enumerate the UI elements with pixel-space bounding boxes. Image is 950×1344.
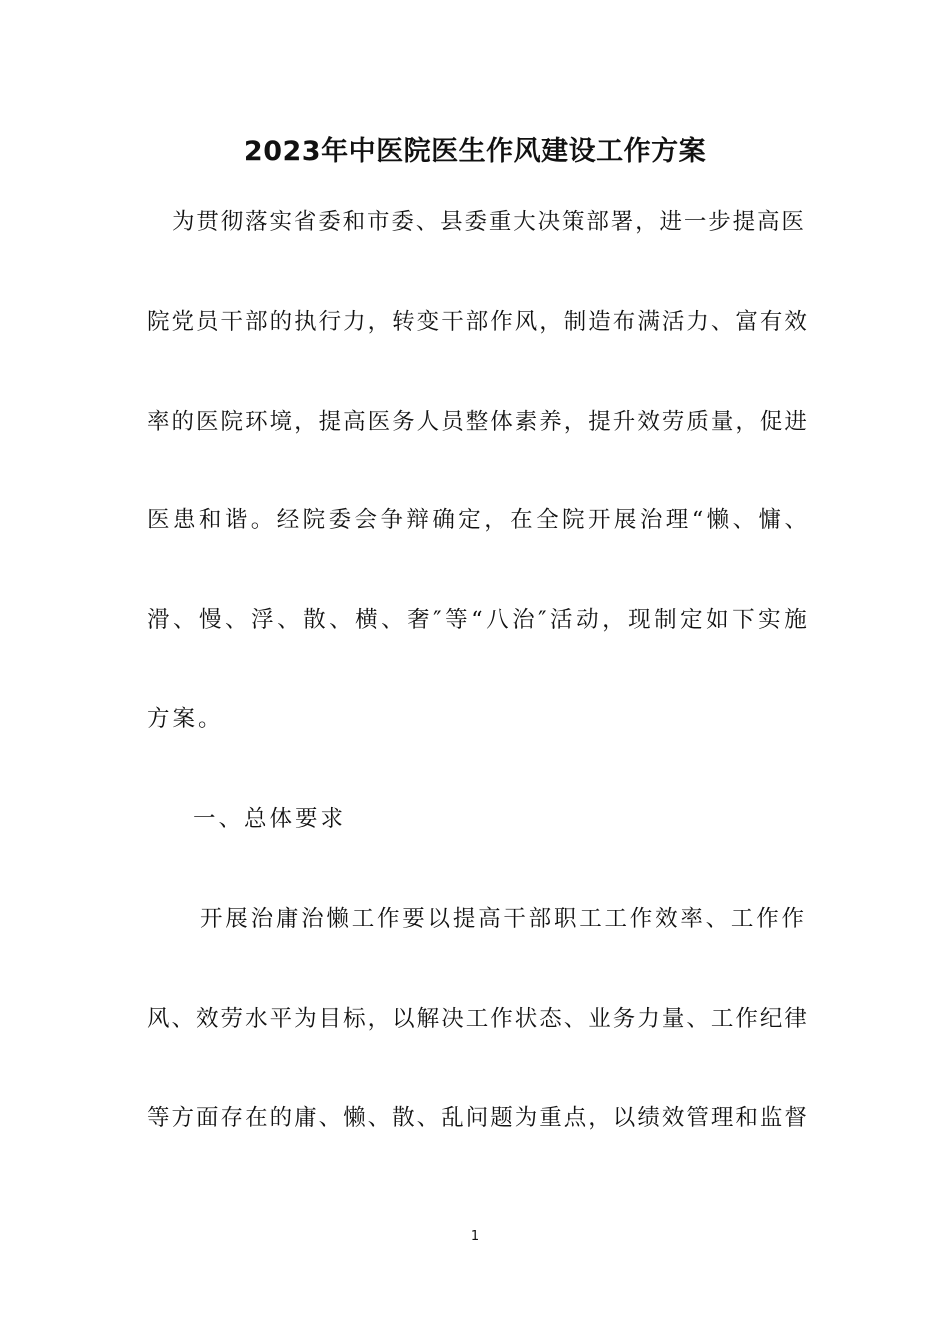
glyph: 滑 (147, 607, 170, 633)
glyph: 定 (458, 507, 481, 533)
glyph: 题 (490, 1105, 513, 1131)
glyph: 状 (514, 1006, 538, 1032)
glyph: 质 (686, 409, 709, 435)
glyph: 以 (392, 1006, 415, 1032)
glyph: 在 (245, 1105, 268, 1131)
glyph: 、 (171, 1006, 195, 1032)
glyph: 作 (490, 1006, 513, 1032)
paragraph-line (147, 405, 807, 439)
glyph: 庸 (294, 1105, 317, 1131)
paragraph-line (200, 902, 804, 936)
glyph: 散 (392, 1105, 415, 1131)
glyph: 员 (196, 309, 219, 335)
glyph: 变 (416, 309, 440, 335)
glyph: 谐 (224, 507, 248, 533)
glyph: 和 (342, 209, 366, 235)
glyph: 绩 (637, 1105, 660, 1131)
glyph: ， (635, 209, 658, 235)
glyph: 、 (563, 1006, 587, 1032)
glyph: 、 (784, 507, 807, 533)
glyph: 高 (343, 409, 366, 435)
glyph: 乱 (441, 1105, 464, 1131)
glyph: 点 (563, 1105, 587, 1131)
glyph: 市 (367, 209, 390, 235)
glyph: 效 (661, 1105, 685, 1131)
glyph: ， (735, 409, 758, 435)
glyph: 力 (686, 309, 709, 335)
glyph: “ (691, 507, 704, 533)
glyph: 督 (784, 1105, 807, 1131)
glyph: 转 (392, 309, 415, 335)
glyph: 决 (441, 1006, 464, 1032)
glyph: 全 (536, 507, 559, 533)
glyph: 和 (735, 1105, 758, 1131)
glyph: 决 (537, 209, 561, 235)
glyph: 工 (351, 906, 375, 932)
glyph: 作 (735, 1006, 758, 1032)
glyph: ， (588, 1105, 611, 1131)
glyph: 县 (440, 209, 463, 235)
glyph: 提 (732, 209, 756, 235)
glyph: 标 (343, 1006, 366, 1032)
glyph: 浮 (251, 607, 274, 633)
glyph: 高 (757, 209, 780, 235)
glyph: 一 (683, 209, 707, 235)
glyph: 步 (708, 209, 731, 235)
glyph: 院 (562, 507, 585, 533)
glyph: 定 (680, 607, 703, 633)
glyph: 治 (639, 507, 663, 533)
page-number: 1 (470, 1229, 480, 1244)
glyph: 劳 (220, 1006, 244, 1032)
glyph: 奢 (407, 607, 430, 633)
glyph: 境 (269, 409, 293, 435)
glyph: 慢 (199, 607, 222, 633)
glyph: 以 (427, 906, 451, 932)
glyph: 体 (490, 409, 513, 435)
glyph: ″ (538, 607, 547, 633)
glyph: ， (367, 1006, 391, 1032)
glyph: 、 (732, 507, 756, 533)
glyph: 辩 (406, 507, 429, 533)
glyph: 横 (355, 607, 378, 633)
glyph: 动 (576, 607, 599, 633)
glyph: 重 (539, 1105, 562, 1131)
glyph: 高 (478, 906, 501, 932)
glyph: 治 (512, 607, 535, 633)
glyph: 问 (465, 1105, 489, 1131)
glyph: 有 (759, 309, 783, 335)
glyph: 确 (432, 507, 455, 533)
glyph: 水 (245, 1006, 268, 1032)
glyph: 院 (147, 309, 170, 335)
glyph: 制 (563, 309, 587, 335)
glyph: 提 (588, 409, 611, 435)
glyph: ， (602, 607, 625, 633)
glyph: 制 (654, 607, 677, 633)
glyph: 部 (465, 309, 489, 335)
paragraph-line (147, 603, 807, 637)
glyph: ， (484, 507, 507, 533)
glyph: 争 (380, 507, 403, 533)
glyph: 律 (784, 1006, 807, 1032)
glyph: 院 (302, 507, 326, 533)
glyph: 懒 (343, 1105, 366, 1131)
glyph: ″ (433, 607, 442, 633)
glyph: 省 (293, 209, 317, 235)
glyph: 治 (301, 906, 324, 932)
paragraph-line: 方案。 (147, 706, 224, 732)
glyph: 工 (604, 906, 628, 932)
glyph: 医 (367, 409, 391, 435)
glyph: 干 (503, 906, 526, 932)
glyph: 工 (730, 906, 754, 932)
glyph: 务 (392, 409, 415, 435)
glyph: 、 (416, 1105, 440, 1131)
glyph: 工 (710, 1006, 734, 1032)
glyph: 方 (171, 1105, 195, 1131)
glyph: 委 (391, 209, 414, 235)
glyph: 效 (637, 409, 660, 435)
glyph: 实 (269, 209, 293, 235)
glyph: 量 (661, 1006, 685, 1032)
glyph: 重 (488, 209, 512, 235)
glyph: 态 (539, 1006, 562, 1032)
glyph: 散 (303, 607, 326, 633)
glyph: 展 (225, 906, 248, 932)
glyph: 率 (147, 409, 170, 435)
glyph: 、 (705, 906, 729, 932)
glyph: 作 (629, 906, 653, 932)
glyph: 开 (200, 906, 223, 932)
glyph: 风 (147, 1006, 170, 1032)
glyph: 执 (294, 309, 317, 335)
glyph: ， (367, 309, 391, 335)
glyph: 落 (245, 209, 268, 235)
glyph: 环 (245, 409, 268, 435)
glyph: 布 (612, 309, 636, 335)
glyph: 的 (171, 409, 195, 435)
glyph: 和 (198, 507, 222, 533)
glyph: 院 (220, 409, 244, 435)
glyph: 造 (588, 309, 611, 335)
glyph: 率 (680, 906, 703, 932)
paragraph-line (147, 1101, 807, 1135)
glyph: 面 (196, 1105, 219, 1131)
paragraph-line (147, 1002, 807, 1036)
glyph: 满 (637, 309, 660, 335)
glyph: 务 (612, 1006, 636, 1032)
glyph: 业 (588, 1006, 611, 1032)
glyph: 、 (367, 1105, 391, 1131)
glyph: 、 (173, 607, 196, 633)
glyph: 职 (553, 906, 577, 932)
glyph: 干 (220, 309, 244, 335)
glyph: 干 (441, 309, 464, 335)
glyph: 委 (318, 209, 341, 235)
glyph: 活 (661, 309, 685, 335)
glyph: 实 (758, 607, 781, 633)
glyph: 富 (735, 309, 758, 335)
glyph: 活 (550, 607, 573, 633)
glyph: 施 (784, 607, 807, 633)
glyph: 庸 (275, 906, 299, 932)
glyph: 党 (171, 309, 195, 335)
glyph: 、 (381, 607, 404, 633)
glyph: 作 (781, 906, 804, 932)
glyph: 下 (732, 607, 755, 633)
glyph: 提 (452, 906, 476, 932)
glyph: 、 (686, 1006, 709, 1032)
document-title: 2023年中医院医生作风建设工作方案 (243, 136, 707, 167)
glyph: 作 (376, 906, 400, 932)
glyph: 会 (354, 507, 378, 533)
glyph: 为 (514, 1105, 538, 1131)
glyph: 整 (465, 409, 489, 435)
glyph: 、 (415, 209, 439, 235)
glyph: 展 (613, 507, 637, 533)
paragraph-line (147, 305, 807, 339)
glyph: 等 (147, 1105, 170, 1131)
glyph: 力 (343, 309, 366, 335)
glyph: 的 (269, 1105, 293, 1131)
glyph: “ (471, 607, 483, 633)
glyph: 八 (486, 607, 509, 633)
glyph: 的 (269, 309, 293, 335)
glyph: 工 (465, 1006, 489, 1032)
glyph: 部 (245, 309, 268, 335)
glyph: 。 (250, 507, 274, 533)
glyph: 效 (784, 309, 807, 335)
glyph: 经 (276, 507, 300, 533)
glyph: 进 (784, 409, 807, 435)
glyph: 大 (513, 209, 536, 235)
section-heading: 一、总体要求 (193, 806, 347, 832)
glyph: 懒 (326, 906, 349, 932)
paragraph-line (147, 503, 807, 537)
glyph: 效 (196, 1006, 219, 1032)
glyph: 平 (269, 1006, 293, 1032)
glyph: 为 (294, 1006, 317, 1032)
glyph: 监 (759, 1105, 783, 1131)
glyph: 劳 (661, 409, 685, 435)
glyph: 部 (586, 209, 609, 235)
glyph: 如 (706, 607, 729, 633)
glyph: 现 (628, 607, 651, 633)
glyph: 患 (172, 507, 196, 533)
glyph: 风 (514, 309, 538, 335)
glyph: 量 (710, 409, 734, 435)
glyph: 人 (416, 409, 440, 435)
glyph: ， (539, 309, 562, 335)
glyph: 委 (464, 209, 488, 235)
glyph: 医 (147, 507, 170, 533)
glyph: 理 (665, 507, 689, 533)
glyph: 养 (539, 409, 562, 435)
glyph: 慵 (758, 507, 782, 533)
glyph: 作 (490, 309, 513, 335)
glyph: 、 (318, 1105, 342, 1131)
glyph: 以 (612, 1105, 636, 1131)
glyph: 进 (659, 209, 683, 235)
glyph: 力 (637, 1006, 660, 1032)
glyph: 作 (756, 906, 779, 932)
glyph: 促 (759, 409, 783, 435)
glyph: 医 (781, 209, 804, 235)
glyph: 行 (318, 309, 342, 335)
glyph: 开 (587, 507, 611, 533)
glyph: 理 (710, 1105, 734, 1131)
glyph: 等 (445, 607, 468, 633)
glyph: 委 (328, 507, 352, 533)
glyph: 彻 (220, 209, 244, 235)
glyph: 提 (318, 409, 342, 435)
glyph: 、 (277, 607, 300, 633)
glyph: 素 (514, 409, 538, 435)
glyph: 员 (441, 409, 464, 435)
glyph: 署 (610, 209, 634, 235)
glyph: 懒 (706, 507, 730, 533)
glyph: 存 (220, 1105, 244, 1131)
glyph: 治 (250, 906, 274, 932)
glyph: 解 (416, 1006, 440, 1032)
glyph: 目 (318, 1006, 342, 1032)
glyph: 管 (686, 1105, 709, 1131)
glyph: 贯 (196, 209, 219, 235)
glyph: 纪 (759, 1006, 783, 1032)
glyph: 效 (655, 906, 678, 932)
glyph: 部 (528, 906, 552, 932)
glyph: 要 (402, 906, 425, 932)
glyph: 、 (710, 309, 734, 335)
glyph: ， (563, 409, 587, 435)
glyph: 、 (329, 607, 352, 633)
glyph: 策 (562, 209, 585, 235)
glyph: ， (294, 409, 317, 435)
glyph: 在 (510, 507, 533, 533)
glyph: 医 (196, 409, 219, 435)
glyph: 、 (225, 607, 248, 633)
glyph: 工 (579, 906, 602, 932)
glyph: 为 (172, 209, 195, 235)
paragraph-line (172, 205, 804, 239)
glyph: 升 (612, 409, 636, 435)
